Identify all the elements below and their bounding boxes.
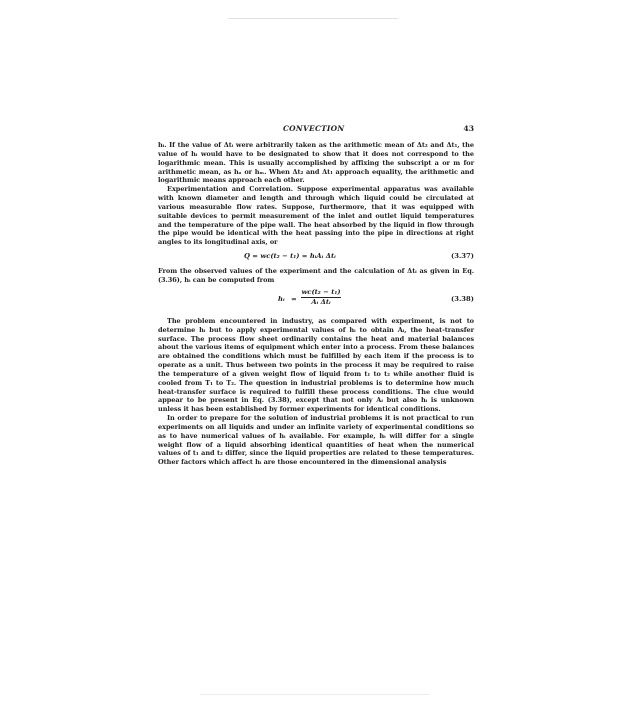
equation-3-38-fraction: [301, 288, 341, 307]
paragraph-experimentation-body: Suppose experimental apparatus was available with known diameter and length and through which liquid could be circulated at various measurable flow rates. Suppose, furthermore, that it was equipped with suitable devices to permit measurement of the inlet and outlet liquid temperatures and the temperature of the pipe wall. The heat absorbed by the liquid in flow through the pipe would be identical with the heat passing into the pipe in directions at right angles to its longitudinal axis, or: [158, 185, 474, 247]
paragraph-log-mean: hᵢ. If the value of Δtᵢ were arbitrarily taken as the arithmetic mean of Δt₂ and Δt₁, the value of hᵢ would have to be designated to show that it does not correspond to the logarithmic mean. This is usually accomplished by affixing the subscript a or m for arithmetic mean, as hₐ or hₘ. When Δt₂ and Δt₁ approach equality, the arithmetic and logarithmic means approach each other.: [158, 141, 474, 185]
paragraph-industrial-solution: In order to prepare for the solution of industrial problems it is not practical to run experiments on all liquids and under an infinite variety of experimental conditions so as to have numerical values of hᵢ available. For example, hᵢ will differ for a single weight flow of a liquid absorbing identical quantities of heat when the numerical values of t₁ and t₂ differ, since the liquid properties are related to these temperatures. Other factors which affect hᵢ are those encountered in the dimensional analysis: [158, 414, 474, 467]
paragraph-industry-problem: The problem encountered in industry, as compared with experiment, is not to determine hᵢ but to apply experimental values of hᵢ to obtain Aᵢ, the heat-transfer surface. The process flow sheet ordinarily contains the heat and material balances about the various items of equipment which enter into a process. From these balances are obtained the conditions which must be fulfilled by each item if the process is to operate as a unit. Thus between two points in the process it may be required to raise the temperature of a given weight flow of liquid from t₁ to t₂ while another fluid is cooled from T₁ to T₂. The question in industrial problems is to determine how much heat-transfer surface is required to fulfill these process conditions. The clue would appear to be present in Eq. (3.38), except that not only Aᵢ but also hᵢ is unknown unless it has been established by former experiments for identical conditions.: [158, 316, 474, 414]
equation-3-38-numerator: wc(t₂ − t₁): [301, 287, 341, 296]
equation-3-38-number: (3.38): [451, 294, 474, 303]
section-heading-experimentation: Experimentation and Correlation.: [167, 185, 293, 194]
book-page: [158, 124, 474, 467]
running-title: CONVECTION: [283, 124, 345, 133]
paragraph-experimentation: [158, 185, 474, 247]
equation-3-37-number: (3.37): [451, 252, 474, 261]
equation-3-37-text: Q = wc(t₂ − t₁) = hᵢAᵢ Δtᵢ: [244, 252, 336, 261]
page-number: 43: [463, 124, 474, 133]
equation-3-38: [158, 287, 474, 311]
equation-3-38-lhs: hᵢ: [278, 294, 285, 303]
equation-3-37: [158, 249, 474, 264]
equation-3-38-denominator: Aᵢ Δtᵢ: [311, 297, 331, 306]
scan-edge-bottom: [200, 694, 430, 695]
running-head: [158, 124, 474, 136]
equation-3-38-equals: =: [291, 294, 297, 303]
paragraph-observed-values: From the observed values of the experiment and the calculation of Δtᵢ as given in Eq. (3.36), hᵢ can be computed from: [158, 267, 474, 284]
scan-edge-top: [228, 18, 398, 19]
